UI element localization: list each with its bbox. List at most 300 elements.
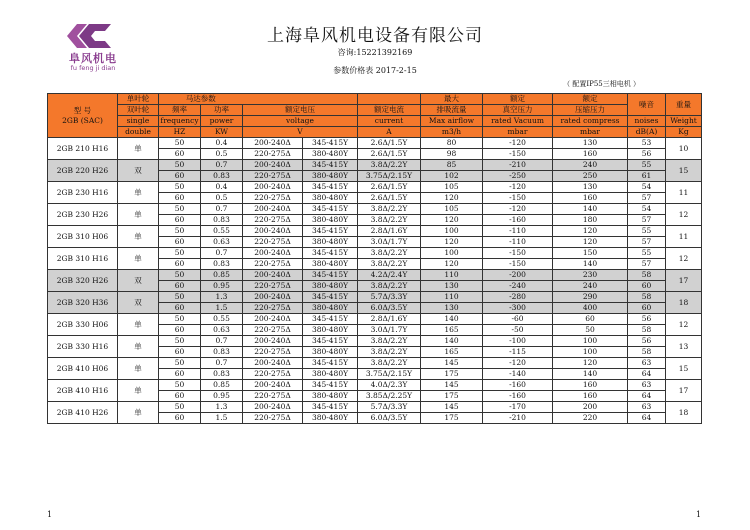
power-cell: 0.83: [201, 347, 243, 358]
model-cell: 2GB 230 H26: [48, 204, 118, 226]
frequency-cell: 50: [159, 248, 201, 259]
vacuum-cell: -120: [483, 358, 553, 369]
voltage-delta-cell: 220-275Δ: [243, 347, 303, 358]
compress-cell: 120: [553, 226, 628, 237]
compress-cell: 130: [553, 182, 628, 193]
voltage-delta-cell: 200-240Δ: [243, 270, 303, 281]
current-cell: 3.8Δ/2.2Y: [358, 347, 421, 358]
model-cell: 2GB 310 H06: [48, 226, 118, 248]
compress-cell: 100: [553, 336, 628, 347]
voltage-delta-cell: 200-240Δ: [243, 138, 303, 149]
current-cell: 4.0Δ/2.3Y: [358, 380, 421, 391]
noise-cell: 64: [628, 369, 666, 380]
power-cell: 0.83: [201, 369, 243, 380]
table-row: [48, 314, 702, 325]
power-cell: 0.55: [201, 314, 243, 325]
header-vacuum-unit: mbar: [483, 127, 553, 138]
vacuum-cell: -100: [483, 336, 553, 347]
compress-cell: 50: [553, 325, 628, 336]
weight-cell: 13: [666, 336, 702, 358]
airflow-cell: 100: [421, 248, 483, 259]
voltage-delta-cell: 220-275Δ: [243, 303, 303, 314]
table-row: [48, 380, 702, 391]
table-row: [48, 138, 702, 149]
voltage-star-cell: 345-415Y: [303, 358, 358, 369]
table-row: [48, 204, 702, 215]
voltage-star-cell: 380-480Y: [303, 215, 358, 226]
header-vacuum-top: 额定: [483, 94, 553, 105]
current-cell: 2.6Δ/1.5Y: [358, 149, 421, 160]
compress-cell: 140: [553, 369, 628, 380]
header-weight-en: Weight: [666, 116, 702, 127]
airflow-cell: 130: [421, 281, 483, 292]
noise-cell: 56: [628, 149, 666, 160]
power-cell: 0.95: [201, 391, 243, 402]
frequency-cell: 50: [159, 270, 201, 281]
voltage-delta-cell: 200-240Δ: [243, 292, 303, 303]
header-airflow-en: Max airflow: [421, 116, 483, 127]
table-row: [48, 292, 702, 303]
vacuum-cell: -200: [483, 270, 553, 281]
voltage-star-cell: 345-415Y: [303, 204, 358, 215]
frequency-cell: 60: [159, 259, 201, 270]
current-cell: 3.8Δ/2.2Y: [358, 160, 421, 171]
vacuum-cell: -280: [483, 292, 553, 303]
vacuum-cell: -120: [483, 182, 553, 193]
vacuum-cell: -110: [483, 226, 553, 237]
power-cell: 1.5: [201, 413, 243, 424]
vacuum-cell: -50: [483, 325, 553, 336]
impeller-cell: 单: [118, 336, 159, 358]
weight-cell: 18: [666, 292, 702, 314]
voltage-star-cell: 380-480Y: [303, 171, 358, 182]
price-list-date: 参数价格表 2017-2-15: [333, 66, 417, 75]
voltage-star-cell: 345-415Y: [303, 380, 358, 391]
frequency-cell: 60: [159, 281, 201, 292]
frequency-cell: 50: [159, 292, 201, 303]
vacuum-cell: -120: [483, 138, 553, 149]
header-frequency-unit: HZ: [159, 127, 201, 138]
frequency-cell: 50: [159, 336, 201, 347]
header-motor-spacer: [243, 94, 358, 105]
vacuum-cell: -240: [483, 281, 553, 292]
voltage-star-cell: 380-480Y: [303, 413, 358, 424]
current-cell: 3.8Δ/2.2Y: [358, 281, 421, 292]
vacuum-cell: -150: [483, 149, 553, 160]
vacuum-cell: -160: [483, 391, 553, 402]
weight-cell: 17: [666, 380, 702, 402]
frequency-cell: 50: [159, 226, 201, 237]
voltage-star-cell: 380-480Y: [303, 347, 358, 358]
frequency-cell: 60: [159, 171, 201, 182]
noise-cell: 56: [628, 336, 666, 347]
weight-cell: 18: [666, 402, 702, 424]
model-cell: 2GB 410 H26: [48, 402, 118, 424]
noise-cell: 58: [628, 292, 666, 303]
frequency-cell: 50: [159, 402, 201, 413]
noise-cell: 57: [628, 259, 666, 270]
frequency-cell: 60: [159, 413, 201, 424]
voltage-star-cell: 345-415Y: [303, 248, 358, 259]
table-row: [48, 358, 702, 369]
airflow-cell: 120: [421, 215, 483, 226]
current-cell: 3.0Δ/1.7Y: [358, 237, 421, 248]
header-compress-en: rated compress: [553, 116, 628, 127]
logo-text-cn: 阜风机电: [69, 52, 117, 65]
frequency-cell: 50: [159, 314, 201, 325]
current-cell: 6.0Δ/3.5Y: [358, 413, 421, 424]
frequency-cell: 60: [159, 215, 201, 226]
vacuum-cell: -150: [483, 248, 553, 259]
power-cell: 0.63: [201, 237, 243, 248]
table-row: [48, 270, 702, 281]
compress-cell: 120: [553, 358, 628, 369]
vacuum-cell: -160: [483, 215, 553, 226]
impeller-cell: 单: [118, 204, 159, 226]
logo-text-pinyin: fu feng ji dian: [70, 64, 116, 72]
voltage-delta-cell: 220-275Δ: [243, 237, 303, 248]
compress-cell: 160: [553, 380, 628, 391]
airflow-cell: 175: [421, 369, 483, 380]
header-compress-cn: 压缩压力: [553, 105, 628, 116]
header-vacuum-en: rated Vacuum: [483, 116, 553, 127]
weight-cell: 12: [666, 314, 702, 336]
voltage-star-cell: 345-415Y: [303, 314, 358, 325]
voltage-delta-cell: 200-240Δ: [243, 160, 303, 171]
compress-cell: 140: [553, 259, 628, 270]
model-cell: 2GB 310 H16: [48, 248, 118, 270]
vacuum-cell: -300: [483, 303, 553, 314]
noise-cell: 57: [628, 215, 666, 226]
compress-cell: 400: [553, 303, 628, 314]
contact-phone: 咨询:15221392169: [337, 48, 413, 57]
voltage-delta-cell: 200-240Δ: [243, 204, 303, 215]
header-impeller-single-en: single: [118, 116, 159, 127]
noise-cell: 57: [628, 237, 666, 248]
page-number-left: 1: [47, 510, 53, 519]
frequency-cell: 50: [159, 358, 201, 369]
model-cell: 2GB 410 H16: [48, 380, 118, 402]
current-cell: 3.8Δ/2.2Y: [358, 204, 421, 215]
compress-cell: 160: [553, 193, 628, 204]
header-voltage-en: voltage: [243, 116, 358, 127]
voltage-delta-cell: 200-240Δ: [243, 380, 303, 391]
model-cell: 2GB 330 H06: [48, 314, 118, 336]
current-cell: 6.0Δ/3.5Y: [358, 303, 421, 314]
current-cell: 3.8Δ/2.2Y: [358, 336, 421, 347]
voltage-star-cell: 345-415Y: [303, 226, 358, 237]
voltage-star-cell: 380-480Y: [303, 391, 358, 402]
frequency-cell: 50: [159, 380, 201, 391]
header-compress-top: 额定: [553, 94, 628, 105]
frequency-cell: 60: [159, 325, 201, 336]
voltage-delta-cell: 220-275Δ: [243, 413, 303, 424]
voltage-star-cell: 345-415Y: [303, 336, 358, 347]
power-cell: 1.3: [201, 292, 243, 303]
noise-cell: 60: [628, 281, 666, 292]
voltage-star-cell: 380-480Y: [303, 193, 358, 204]
frequency-cell: 50: [159, 204, 201, 215]
table-row: [48, 248, 702, 259]
power-cell: 0.85: [201, 380, 243, 391]
impeller-cell: 单: [118, 402, 159, 424]
voltage-delta-cell: 200-240Δ: [243, 336, 303, 347]
vacuum-cell: -140: [483, 369, 553, 380]
impeller-cell: 单: [118, 314, 159, 336]
airflow-cell: 102: [421, 171, 483, 182]
voltage-delta-cell: 220-275Δ: [243, 171, 303, 182]
power-cell: 1.3: [201, 402, 243, 413]
current-cell: 2.6Δ/1.5Y: [358, 138, 421, 149]
noise-cell: 56: [628, 314, 666, 325]
vacuum-cell: -60: [483, 314, 553, 325]
frequency-cell: 60: [159, 149, 201, 160]
voltage-star-cell: 345-415Y: [303, 270, 358, 281]
voltage-delta-cell: 220-275Δ: [243, 391, 303, 402]
header-motor-params: 马达参数: [159, 94, 243, 105]
compress-cell: 250: [553, 171, 628, 182]
power-cell: 0.63: [201, 325, 243, 336]
header-row: [48, 94, 702, 105]
compress-cell: 290: [553, 292, 628, 303]
airflow-cell: 140: [421, 314, 483, 325]
voltage-star-cell: 380-480Y: [303, 237, 358, 248]
weight-cell: 11: [666, 182, 702, 204]
noise-cell: 58: [628, 270, 666, 281]
noise-cell: 63: [628, 358, 666, 369]
voltage-delta-cell: 200-240Δ: [243, 182, 303, 193]
model-cell: 2GB 410 H06: [48, 358, 118, 380]
noise-cell: 55: [628, 226, 666, 237]
header-frequency-cn: 频率: [159, 105, 201, 116]
weight-cell: 17: [666, 270, 702, 292]
airflow-cell: 85: [421, 160, 483, 171]
airflow-cell: 145: [421, 380, 483, 391]
header-weight: 重量: [666, 94, 702, 116]
weight-cell: 12: [666, 204, 702, 226]
vacuum-cell: -150: [483, 193, 553, 204]
table-row: [48, 160, 702, 171]
airflow-cell: 80: [421, 138, 483, 149]
header-power-unit: KW: [201, 127, 243, 138]
header-model-label: 型 号: [73, 105, 92, 115]
current-cell: 5.7Δ/3.3Y: [358, 402, 421, 413]
vacuum-cell: -150: [483, 259, 553, 270]
compress-cell: 220: [553, 413, 628, 424]
voltage-delta-cell: 200-240Δ: [243, 314, 303, 325]
compress-cell: 240: [553, 160, 628, 171]
frequency-cell: 60: [159, 391, 201, 402]
current-cell: 3.0Δ/1.7Y: [358, 325, 421, 336]
current-cell: 3.85Δ/2.25Y: [358, 391, 421, 402]
vacuum-cell: -210: [483, 413, 553, 424]
airflow-cell: 110: [421, 270, 483, 281]
header-current-unit: A: [358, 127, 421, 138]
noise-cell: 54: [628, 182, 666, 193]
header-weight-unit: Kg: [666, 127, 702, 138]
power-cell: 0.4: [201, 138, 243, 149]
impeller-cell: 单: [118, 182, 159, 204]
airflow-cell: 145: [421, 402, 483, 413]
table-row: [48, 182, 702, 193]
voltage-star-cell: 380-480Y: [303, 259, 358, 270]
compress-cell: 240: [553, 281, 628, 292]
frequency-cell: 50: [159, 182, 201, 193]
header-vacuum-cn: 真空压力: [483, 105, 553, 116]
power-cell: 0.5: [201, 149, 243, 160]
noise-cell: 61: [628, 171, 666, 182]
current-cell: 2.8Δ/1.6Y: [358, 226, 421, 237]
noise-cell: 55: [628, 160, 666, 171]
current-cell: 2.8Δ/1.6Y: [358, 314, 421, 325]
header-airflow-unit: m3/h: [421, 127, 483, 138]
power-cell: 0.5: [201, 193, 243, 204]
frequency-cell: 60: [159, 347, 201, 358]
power-cell: 0.83: [201, 259, 243, 270]
current-cell: 3.8Δ/2.2Y: [358, 215, 421, 226]
compress-cell: 150: [553, 248, 628, 259]
impeller-cell: 单: [118, 380, 159, 402]
impeller-cell: 双: [118, 160, 159, 182]
impeller-cell: 双: [118, 270, 159, 292]
airflow-cell: 120: [421, 259, 483, 270]
airflow-cell: 120: [421, 193, 483, 204]
compress-cell: 130: [553, 138, 628, 149]
model-cell: 2GB 210 H16: [48, 138, 118, 160]
vacuum-cell: -210: [483, 160, 553, 171]
power-cell: 1.5: [201, 303, 243, 314]
header-airflow-top: 最大: [421, 94, 483, 105]
impeller-cell: 单: [118, 138, 159, 160]
compress-cell: 60: [553, 314, 628, 325]
frequency-cell: 50: [159, 160, 201, 171]
power-cell: 0.7: [201, 160, 243, 171]
header-voltage-cn: 额定电压: [243, 105, 358, 116]
header-noise-en: noises: [628, 116, 666, 127]
voltage-star-cell: 345-415Y: [303, 160, 358, 171]
vacuum-cell: -120: [483, 204, 553, 215]
airflow-cell: 165: [421, 325, 483, 336]
header-power-cn: 功率: [201, 105, 243, 116]
airflow-cell: 130: [421, 303, 483, 314]
compress-cell: 230: [553, 270, 628, 281]
current-cell: 3.8Δ/2.2Y: [358, 259, 421, 270]
impeller-cell: 单: [118, 248, 159, 270]
frequency-cell: 50: [159, 138, 201, 149]
compress-cell: 120: [553, 237, 628, 248]
power-cell: 0.7: [201, 248, 243, 259]
frequency-cell: 60: [159, 303, 201, 314]
current-cell: 3.75Δ/2.15Y: [358, 369, 421, 380]
voltage-delta-cell: 220-275Δ: [243, 215, 303, 226]
header-airflow-cn: 排吸流量: [421, 105, 483, 116]
voltage-delta-cell: 220-275Δ: [243, 259, 303, 270]
compress-cell: 180: [553, 215, 628, 226]
noise-cell: 55: [628, 248, 666, 259]
header-current-blank: [358, 94, 421, 105]
weight-cell: 15: [666, 160, 702, 182]
voltage-star-cell: 380-480Y: [303, 149, 358, 160]
header-noise-unit: dB(A): [628, 127, 666, 138]
noise-cell: 53: [628, 138, 666, 149]
config-note: （ 配置IP55三相电机 ）: [563, 80, 640, 88]
voltage-star-cell: 345-415Y: [303, 138, 358, 149]
current-cell: 3.8Δ/2.2Y: [358, 358, 421, 369]
power-cell: 0.95: [201, 281, 243, 292]
vacuum-cell: -160: [483, 380, 553, 391]
noise-cell: 58: [628, 347, 666, 358]
airflow-cell: 105: [421, 204, 483, 215]
current-cell: 4.2Δ/2.4Y: [358, 270, 421, 281]
model-cell: 2GB 220 H26: [48, 160, 118, 182]
current-cell: 3.75Δ/2.15Y: [358, 171, 421, 182]
airflow-cell: 175: [421, 391, 483, 402]
airflow-cell: 110: [421, 292, 483, 303]
header-impeller-single-cn: 单叶轮: [118, 94, 159, 105]
power-cell: 0.55: [201, 226, 243, 237]
header-impeller-double-en: double: [118, 127, 159, 138]
weight-cell: 11: [666, 226, 702, 248]
voltage-delta-cell: 200-240Δ: [243, 402, 303, 413]
header-model-sub: 2GB (SAC): [62, 115, 103, 125]
airflow-cell: 175: [421, 413, 483, 424]
power-cell: 0.7: [201, 336, 243, 347]
airflow-cell: 145: [421, 358, 483, 369]
voltage-star-cell: 380-480Y: [303, 369, 358, 380]
airflow-cell: 105: [421, 182, 483, 193]
weight-cell: 15: [666, 358, 702, 380]
voltage-delta-cell: 220-275Δ: [243, 149, 303, 160]
table-row: [48, 402, 702, 413]
header-voltage-unit: V: [243, 127, 358, 138]
impeller-cell: 单: [118, 358, 159, 380]
impeller-cell: 单: [118, 226, 159, 248]
current-cell: 2.6Δ/1.5Y: [358, 182, 421, 193]
model-cell: 2GB 320 H26: [48, 270, 118, 292]
power-cell: 0.7: [201, 204, 243, 215]
voltage-star-cell: 380-480Y: [303, 281, 358, 292]
compress-cell: 200: [553, 402, 628, 413]
page-title: 上海阜风机电设备有限公司: [267, 26, 483, 46]
table-row: [48, 226, 702, 237]
header-model: [48, 94, 118, 138]
voltage-delta-cell: 200-240Δ: [243, 226, 303, 237]
noise-cell: 64: [628, 391, 666, 402]
noise-cell: 57: [628, 193, 666, 204]
header-current-en: current: [358, 116, 421, 127]
airflow-cell: 120: [421, 237, 483, 248]
impeller-cell: 双: [118, 292, 159, 314]
airflow-cell: 165: [421, 347, 483, 358]
header-power-en: power: [201, 116, 243, 127]
compress-cell: 160: [553, 149, 628, 160]
noise-cell: 58: [628, 325, 666, 336]
voltage-star-cell: 380-480Y: [303, 325, 358, 336]
noise-cell: 60: [628, 303, 666, 314]
voltage-star-cell: 380-480Y: [303, 303, 358, 314]
airflow-cell: 140: [421, 336, 483, 347]
compress-cell: 100: [553, 347, 628, 358]
header-row: [48, 116, 702, 127]
power-cell: 0.7: [201, 358, 243, 369]
specs-table: [47, 93, 702, 424]
vacuum-cell: -115: [483, 347, 553, 358]
header-current-cn: 额定电流: [358, 105, 421, 116]
model-cell: 2GB 320 H36: [48, 292, 118, 314]
power-cell: 0.83: [201, 171, 243, 182]
voltage-delta-cell: 220-275Δ: [243, 281, 303, 292]
header-row: [48, 127, 702, 138]
